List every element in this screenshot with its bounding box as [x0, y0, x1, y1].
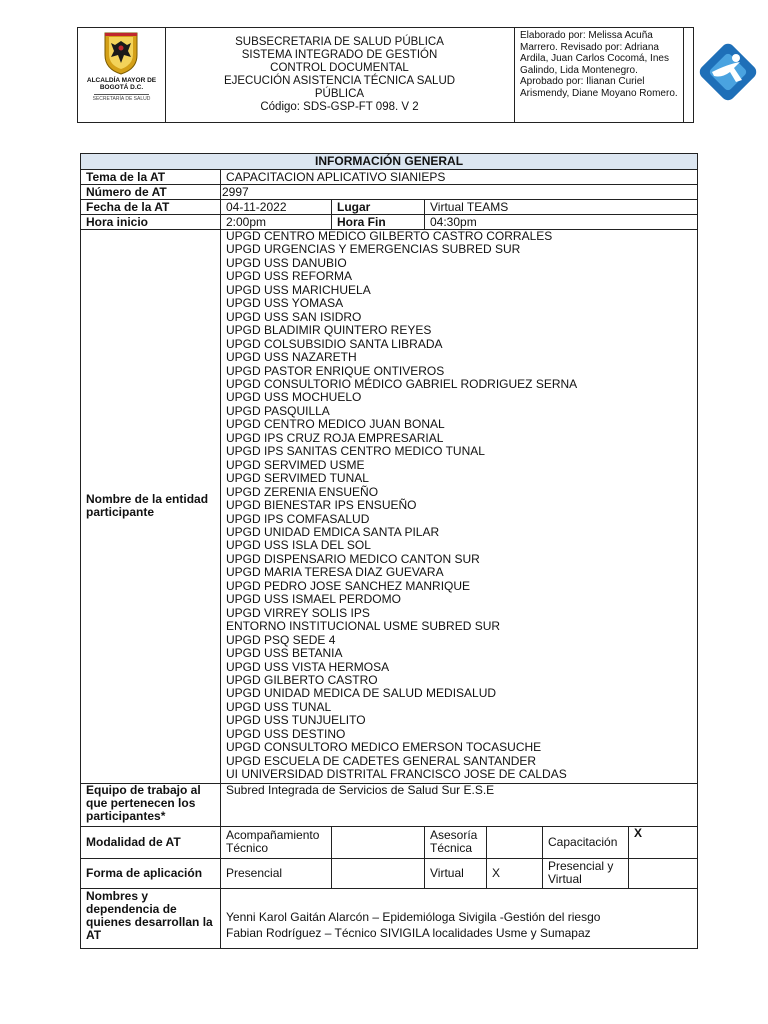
- participantes-list: [221, 230, 698, 784]
- forma-check-virtual: X: [487, 858, 543, 888]
- modalidad-opt-asesoria: Asesoría Técnica: [425, 826, 487, 858]
- participante-item: UPGD USS TUNJUELITO: [226, 713, 366, 728]
- participante-item: UPGD USS YOMASA: [226, 296, 344, 311]
- participante-item: UPGD IPS CRUZ ROJA EMPRESARIAL: [226, 430, 444, 445]
- header-line: Código: SDS-GSP-FT 098. V 2: [260, 101, 419, 113]
- participante-item: UPGD PASTOR ENRIQUE ONTIVEROS: [226, 363, 445, 378]
- fecha-label: Fecha de la AT: [81, 200, 221, 215]
- forma-opt-mixta: Presencial y Virtual: [543, 858, 629, 888]
- modalidad-check-acompanamiento: [332, 826, 425, 858]
- logo-title: ALCALDÍA MAYOR DE BOGOTÁ D.C.: [86, 77, 157, 91]
- participante-item: UPGD BLADIMIR QUINTERO REYES: [226, 323, 432, 338]
- logo-divider: [94, 94, 149, 95]
- participante-item: UPGD IPS SANITAS CENTRO MEDICO TUNAL: [226, 444, 485, 459]
- participante-item: UPGD CONSULTORIO MÉDICO GABRIEL RODRIGUEZ SERNA: [226, 376, 578, 391]
- header-line: EJECUCIÓN ASISTENCIA TÉCNICA SALUD: [223, 75, 456, 87]
- participante-item: UPGD USS REFORMA: [226, 269, 353, 284]
- header-line: SUBSECRETARIA DE SALUD PÚBLICA: [235, 36, 444, 48]
- nombres-line: Yenni Karol Gaitán Alarcón – Epidemióloga Sivigila -Gestión del riesgo: [226, 910, 601, 925]
- numero-value: 2997: [221, 185, 698, 200]
- participante-item: UPGD ZERENIA ENSUEÑO: [226, 484, 379, 499]
- participante-item: UPGD SERVIMED TUNAL: [226, 471, 369, 486]
- alcaldia-logo-cell: [78, 28, 166, 122]
- header-title-block: [165, 28, 515, 122]
- participante-item: UPGD USS VISTA HERMOSA: [226, 659, 390, 674]
- tema-label: Tema de la AT: [81, 170, 221, 185]
- header-credits: Elaborado por: Melissa Acuña Marrero. Revisado por: Adriana Ardila, Juan Carlos Cocomá, Ines Galindo, Lida Montenegro. Aprobado por: Ilianan Curiel Arismendy, Diane Moyano Romero.: [514, 28, 684, 122]
- header-line: PÚBLICA: [314, 88, 365, 100]
- participante-item: UPGD USS SAN ISIDRO: [226, 309, 362, 324]
- numero-label: Número de AT: [81, 185, 221, 200]
- fecha-value: 04-11-2022: [221, 200, 332, 215]
- participante-item: UPGD UNIDAD EMDICA SANTA PILAR: [226, 524, 440, 539]
- entidad-label: Nombre de la entidad participante: [81, 230, 221, 784]
- forma-opt-presencial: Presencial: [221, 858, 332, 888]
- salud-logo-icon: [684, 28, 768, 124]
- header-line: CONTROL DOCUMENTAL: [270, 62, 409, 74]
- participante-item: UPGD GILBERTO CASTRO: [226, 672, 378, 687]
- modalidad-check-asesoria: [487, 826, 543, 858]
- lugar-label: Lugar: [332, 200, 425, 215]
- participante-item: UPGD MARIA TERESA DIAZ GUEVARA: [226, 565, 444, 580]
- brand-logo-cell: [684, 28, 768, 122]
- hora-fin-value: 04:30pm: [425, 215, 698, 230]
- participante-item: UPGD URGENCIAS Y EMERGENCIAS SUBRED SUR: [226, 242, 521, 257]
- participante-item: UPGD DISPENSARIO MEDICO CANTON SUR: [226, 551, 480, 566]
- hora-inicio-label: Hora inicio: [81, 215, 221, 230]
- participante-item: UPGD USS ISMAEL PERDOMO: [226, 592, 401, 607]
- participante-item: UPGD USS MOCHUELO: [226, 390, 362, 405]
- lugar-value: Virtual TEAMS: [425, 200, 698, 215]
- participante-item: UPGD CENTRO MEDICO GILBERTO CASTRO CORRALES: [226, 229, 553, 243]
- nombres-line: Fabian Rodríguez – Técnico SIVIGILA localidades Usme y Sumapaz: [226, 926, 591, 941]
- participante-item: UPGD USS TUNAL: [226, 699, 332, 714]
- informacion-general-table: [80, 153, 698, 949]
- participante-item: UPGD PASQUILLA: [226, 403, 330, 418]
- participante-item: UPGD UNIDAD MEDICA DE SALUD MEDISALUD: [226, 686, 497, 701]
- participante-item: UPGD USS ISLA DEL SOL: [226, 538, 371, 553]
- bogota-crest-icon: [97, 31, 145, 75]
- header-line: SISTEMA INTEGRADO DE GESTIÓN: [241, 49, 438, 61]
- participante-item: UPGD PEDRO JOSE SANCHEZ MANRIQUE: [226, 578, 471, 593]
- document-header: [77, 27, 694, 123]
- participante-item: UI UNIVERSIDAD DISTRITAL FRANCISCO JOSE DE CALDAS: [226, 767, 567, 782]
- participante-item: UPGD BIENESTAR IPS ENSUEÑO: [226, 498, 417, 513]
- forma-check-mixta: [629, 858, 698, 888]
- nombres-value: [221, 888, 698, 948]
- nombres-label: Nombres y dependencia de quienes desarrollan la AT: [81, 888, 221, 948]
- participante-item: UPGD USS DESTINO: [226, 726, 346, 741]
- section-title: INFORMACIÓN GENERAL: [81, 154, 698, 170]
- modalidad-check-capacitacion: X: [629, 826, 698, 858]
- forma-opt-virtual: Virtual: [425, 858, 487, 888]
- participante-item: UPGD ESCUELA DE CADETES GENERAL SANTANDER: [226, 753, 537, 768]
- equipo-label: Equipo de trabajo al que pertenecen los participantes*: [81, 783, 221, 826]
- forma-label: Forma de aplicación: [81, 858, 221, 888]
- participante-item: UPGD CONSULTORO MEDICO EMERSON TOCASUCHE: [226, 740, 542, 755]
- logo-subtitle: SECRETARÍA DE SALUD: [92, 96, 151, 102]
- participante-item: UPGD USS NAZARETH: [226, 350, 357, 365]
- modalidad-label: Modalidad de AT: [81, 826, 221, 858]
- forma-check-presencial: [332, 858, 425, 888]
- tema-value: CAPACITACION APLICATIVO SIANIEPS: [221, 170, 698, 185]
- participante-item: UPGD PSQ SEDE 4: [226, 632, 336, 647]
- participante-item: UPGD VIRREY SOLIS IPS: [226, 605, 370, 620]
- hora-fin-label: Hora Fin: [332, 215, 425, 230]
- participante-item: UPGD IPS COMFASALUD: [226, 511, 370, 526]
- participante-item: UPGD USS BETANIA: [226, 646, 343, 661]
- participante-item: UPGD CENTRO MEDICO JUAN BONAL: [226, 417, 445, 432]
- participante-item: UPGD USS DANUBIO: [226, 255, 347, 270]
- participante-item: UPGD USS MARICHUELA: [226, 282, 371, 297]
- participante-item: ENTORNO INSTITUCIONAL USME SUBRED SUR: [226, 619, 501, 634]
- modalidad-opt-capacitacion: Capacitación: [543, 826, 629, 858]
- participante-item: UPGD SERVIMED USME: [226, 457, 365, 472]
- hora-inicio-value: 2:00pm: [221, 215, 332, 230]
- equipo-value: Subred Integrada de Servicios de Salud Sur E.S.E: [221, 783, 698, 826]
- modalidad-opt-acompanamiento: Acompañamiento Técnico: [221, 826, 332, 858]
- participante-item: UPGD COLSUBSIDIO SANTA LIBRADA: [226, 336, 443, 351]
